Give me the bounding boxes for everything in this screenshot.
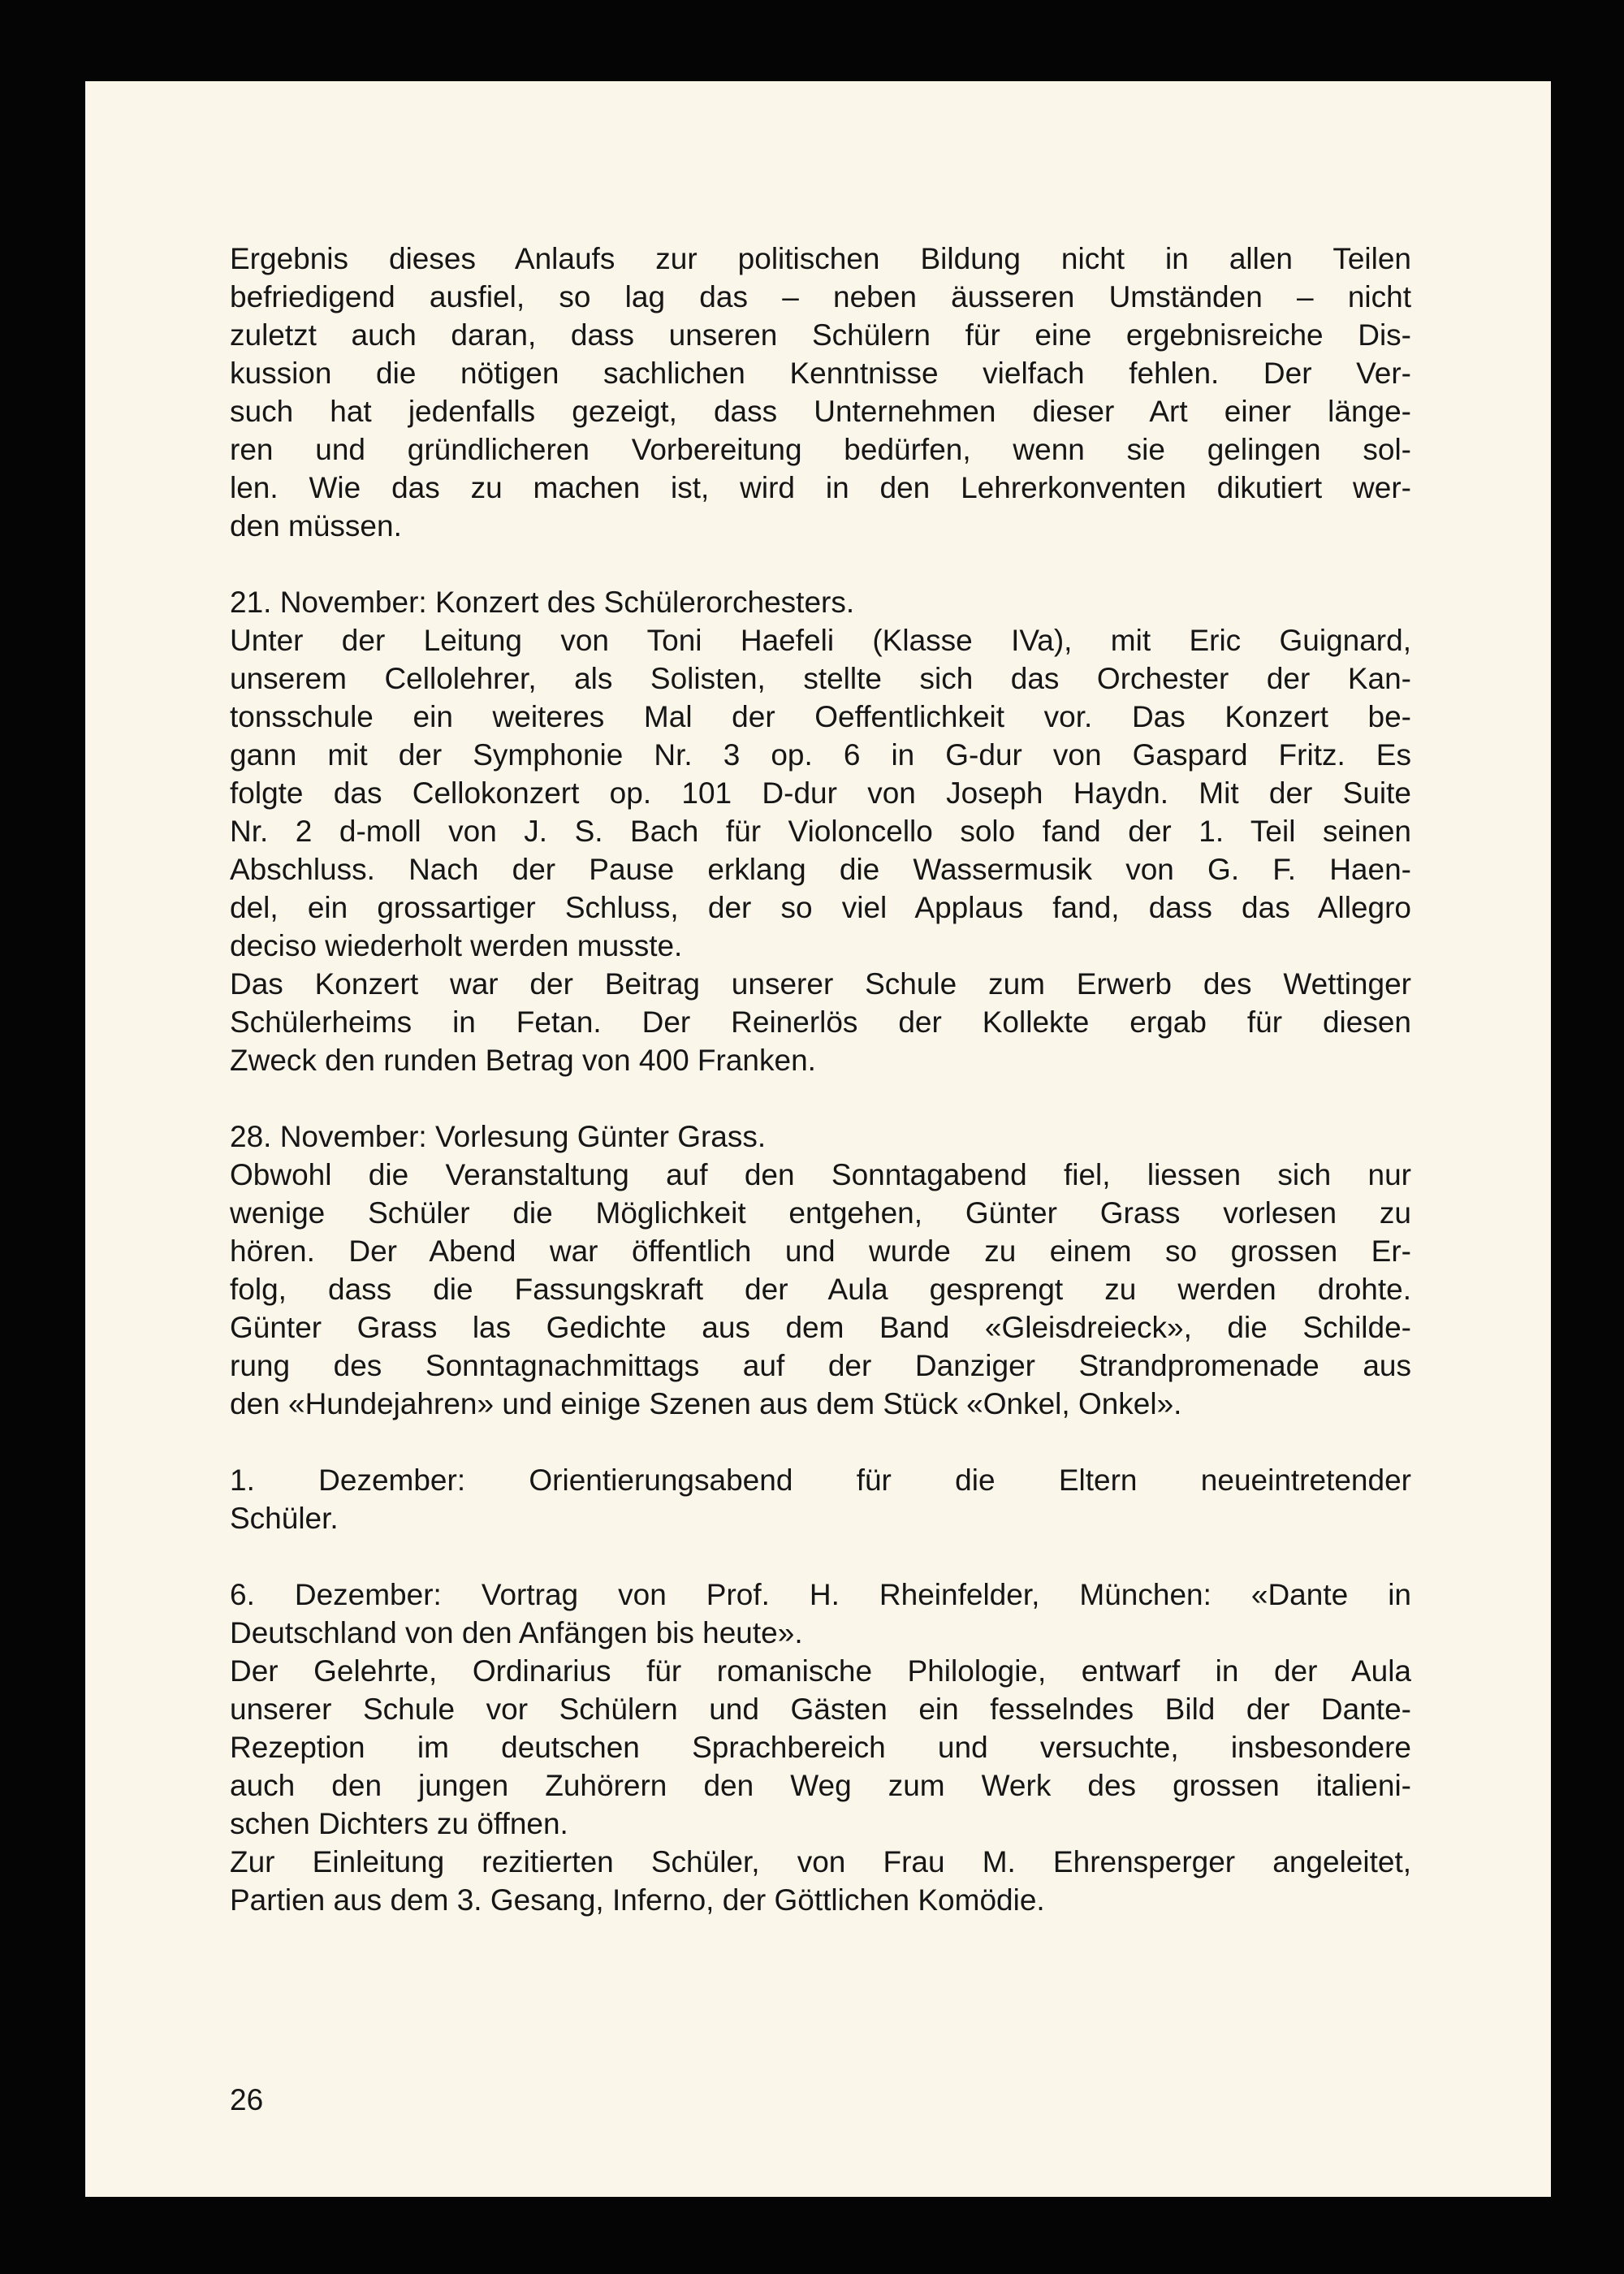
text-line: Partien aus dem 3. Gesang, Inferno, der Göttlichen Komödie. [230, 1883, 1045, 1917]
text-line: Günter Grass las Gedichte aus dem Band «Gleisdreieck», die Schilde- [230, 1311, 1411, 1344]
paragraph-parents-evening [230, 1461, 1411, 1537]
text-line: Abschluss. Nach der Pause erklang die Wassermusik von G. F. Haen- [230, 853, 1411, 886]
text-line: rung des Sonntagnachmittags auf der Danziger Strandpromenade aus [230, 1349, 1411, 1382]
text-line: Schülerheims in Fetan. Der Reinerlös der Kollekte ergab für diesen [230, 1005, 1411, 1039]
text-line: auch den jungen Zuhörern den Weg zum Werk des grossen italieni- [230, 1769, 1411, 1802]
text-line: unserer Schule vor Schülern und Gästen ein fesselndes Bild der Dante- [230, 1693, 1411, 1726]
paragraph-political-education [230, 240, 1411, 545]
text-line: folgte das Cellokonzert op. 101 D-dur von Joseph Haydn. Mit der Suite [230, 776, 1411, 810]
text-line: 1. Dezember: Orientierungsabend für die Eltern neueintretender [230, 1463, 1411, 1497]
text-line: Schüler. [230, 1502, 339, 1535]
text-line: wenige Schüler die Möglichkeit entgehen, Günter Grass vorlesen zu [230, 1196, 1411, 1230]
text-line: den «Hundejahren» und einige Szenen aus dem Stück «Onkel, Onkel». [230, 1387, 1182, 1420]
text-line: 6. Dezember: Vortrag von Prof. H. Rheinfelder, München: «Dante in [230, 1578, 1411, 1611]
text-line: Der Gelehrte, Ordinarius für romanische Philologie, entwarf in der Aula [230, 1654, 1411, 1688]
text-line: unserem Cellolehrer, als Solisten, stellte sich das Orchester der Kan- [230, 662, 1411, 695]
text-line: hören. Der Abend war öffentlich und wurde zu einem so grossen Er- [230, 1234, 1411, 1268]
text-line: Unter der Leitung von Toni Haefeli (Klasse IVa), mit Eric Guignard, [230, 624, 1411, 657]
text-line: kussion die nötigen sachlichen Kenntnisse vielfach fehlen. Der Ver- [230, 357, 1411, 390]
text-line: schen Dichters zu öffnen. [230, 1807, 568, 1840]
text-line: befriedigend ausfiel, so lag das – neben äusseren Umständen – nicht [230, 280, 1411, 313]
paragraph-dante-lecture [230, 1576, 1411, 1919]
paragraph-orchestra-concert [230, 583, 1411, 1079]
paragraph-grass-reading [230, 1118, 1411, 1423]
text-line: 21. November: Konzert des Schülerorchesters. [230, 586, 855, 619]
text-line: Zur Einleitung rezitierten Schüler, von Frau M. Ehrensperger angeleitet, [230, 1845, 1411, 1878]
page-number: 26 [230, 2083, 264, 2116]
text-line: Nr. 2 d-moll von J. S. Bach für Violoncello solo fand der 1. Teil seinen [230, 815, 1411, 848]
body-text [230, 240, 1411, 1957]
text-line: 28. November: Vorlesung Günter Grass. [230, 1120, 767, 1153]
text-line: Deutschland von den Anfängen bis heute». [230, 1616, 803, 1649]
text-line: Ergebnis dieses Anlaufs zur politischen Bildung nicht in allen Teilen [230, 242, 1411, 275]
text-line: deciso wiederholt werden musste. [230, 929, 683, 962]
text-line: ren und gründlicheren Vorbereitung bedürfen, wenn sie gelingen sol- [230, 433, 1411, 466]
text-line: del, ein grossartiger Schluss, der so viel Applaus fand, dass das Allegro [230, 891, 1411, 924]
text-line: zuletzt auch daran, dass unseren Schülern für eine ergebnisreiche Dis- [230, 318, 1411, 352]
text-line: Das Konzert war der Beitrag unserer Schule zum Erwerb des Wettinger [230, 967, 1411, 1001]
text-line: Zweck den runden Betrag von 400 Franken. [230, 1044, 816, 1077]
text-line: such hat jedenfalls gezeigt, dass Unternehmen dieser Art einer länge- [230, 395, 1411, 428]
text-line: tonsschule ein weiteres Mal der Oeffentlichkeit vor. Das Konzert be- [230, 700, 1411, 733]
text-line: folg, dass die Fassungskraft der Aula gesprengt zu werden drohte. [230, 1273, 1411, 1306]
text-line: Rezeption im deutschen Sprachbereich und versuchte, insbesondere [230, 1731, 1411, 1764]
text-line: den müssen. [230, 509, 402, 543]
text-line: len. Wie das zu machen ist, wird in den Lehrerkonventen dikutiert wer- [230, 471, 1411, 504]
text-line: Obwohl die Veranstaltung auf den Sonntagabend fiel, liessen sich nur [230, 1158, 1411, 1191]
document-page [85, 81, 1551, 2197]
text-line: gann mit der Symphonie Nr. 3 op. 6 in G-dur von Gaspard Fritz. Es [230, 738, 1411, 772]
